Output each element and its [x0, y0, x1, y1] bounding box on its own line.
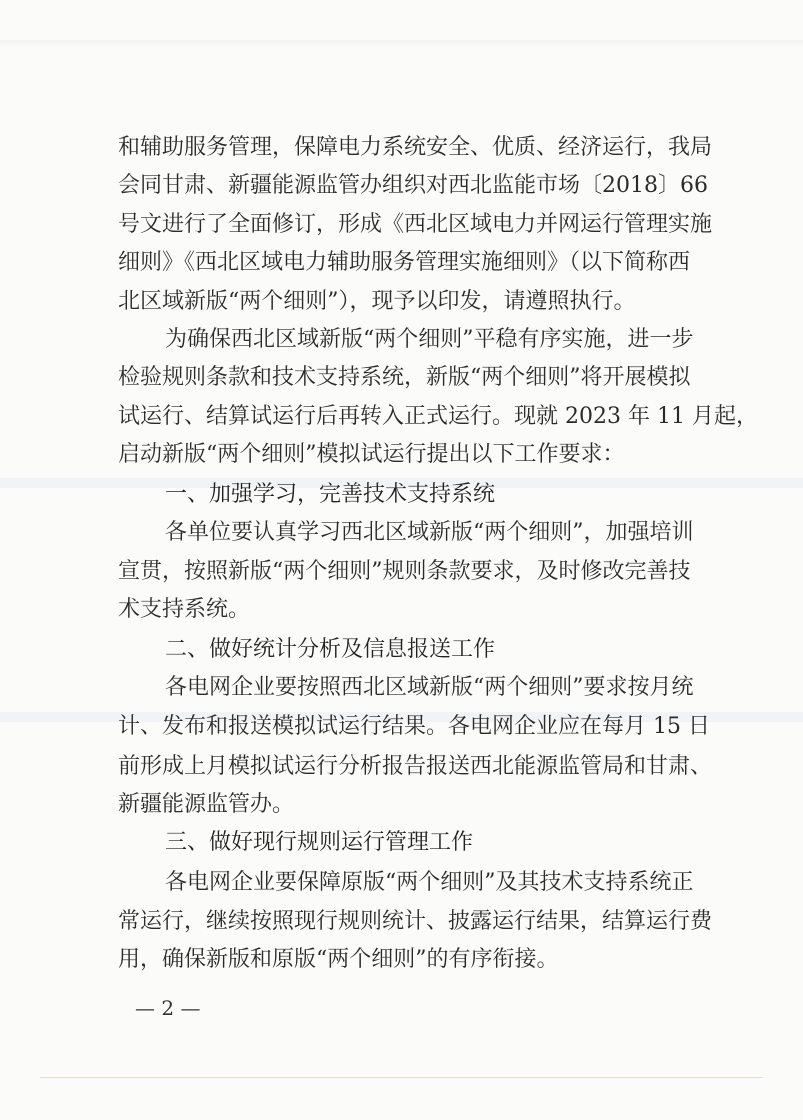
footer-rule — [40, 1077, 763, 1078]
section-heading-3: 三、做好现行规则运行管理工作 — [165, 830, 474, 855]
section-heading-2: 二、做好统计分析及信息报送工作 — [165, 637, 496, 662]
text-line: 新疆能源监管办。 — [118, 792, 295, 817]
text-line: 各单位要认真学习西北区域新版“两个细则”，加强培训 — [165, 520, 694, 545]
text-line: 术支持系统。 — [118, 597, 251, 622]
text-line: 北区域新版“两个细则”），现予以印发，请遵照执行。 — [118, 289, 636, 314]
text-line: 细则》《西北区域电力辅助服务管理实施细则》（以下简称西 — [118, 250, 691, 275]
text-line: 和辅助服务管理，保障电力系统安全、优质、经济运行，我局 — [118, 135, 713, 160]
page-number: — 2 — — [135, 996, 201, 1020]
scan-shade — [0, 40, 803, 48]
text-line: 常运行，继续按照现行规则统计、披露运行结果，结算运行费 — [118, 909, 713, 934]
text-line: 各电网企业要按照西北区域新版“两个细则”要求按月统 — [165, 675, 694, 700]
text-line: 用，确保新版和原版“两个细则”的有序衔接。 — [118, 947, 559, 972]
text-line: 检验规则条款和技术支持系统，新版“两个细则”将开展模拟 — [118, 365, 691, 390]
text-line: 前形成上月模拟试运行分析报告报送西北能源监管局和甘肃、 — [118, 754, 713, 779]
text-line: 号文进行了全面修订，形成《西北区域电力并网运行管理实施 — [118, 212, 713, 237]
text-line: 计、发布和报送模拟试运行结果。各电网企业应在每月 15 日 — [118, 714, 710, 739]
text-line: 会同甘肃、新疆能源监管办组织对西北监能市场〔2018〕66 — [118, 173, 708, 198]
text-line: 启动新版“两个细则”模拟试运行提出以下工作要求： — [118, 442, 625, 467]
text-line: 试运行、结算试运行后再转入正式运行。现就 2023 年 11 月起， — [118, 404, 758, 429]
text-line: 各电网企业要保障原版“两个细则”及其技术支持系统正 — [165, 870, 694, 895]
section-heading-1: 一、加强学习，完善技术支持系统 — [165, 482, 496, 507]
text-line: 宣贯，按照新版“两个细则”规则条款要求，及时修改完善技 — [118, 559, 691, 584]
text-line: 为确保西北区域新版“两个细则”平稳有序实施，进一步 — [165, 327, 694, 352]
